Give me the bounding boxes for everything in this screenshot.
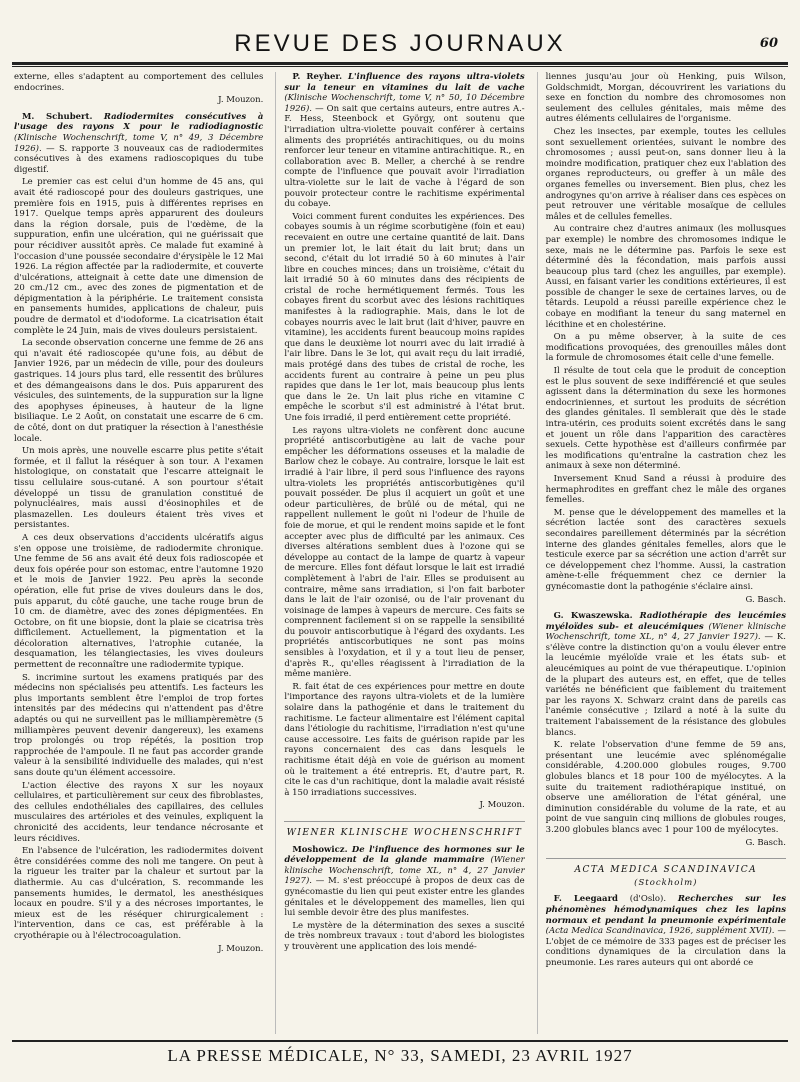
paragraph: Le premier cas est celui d'un homme de 45 ans, qui avait été radioscopé pour des douleurs gastriques, une première fois en 1915, puis à différentes reprises en 1917. Quelque temps après apparurent des douleurs dans la région dorsale, puis de l'œdème, de la suppuration, enfin une ulcération, qui ne guérissait que pour récidiver aussitôt après. Ce malade fut examiné à l'occasion d'une poussée secondaire d'érysipèle le 12 Mai 1926. La région affectée par la radiodermite, et couverte d'ulcérations, atteignait à cette date une dimension de 20 cm./12 cm., avec des zones de pigmentation et de dépigmentation à la périphérie. Le traitement consista en pansements humides, applications de chaleur, puis poudre de dermatol et d'iodoforme. La cicatrisation était complète le 24 Juin, mais de vives douleurs persistaient. bbox=[14, 177, 264, 336]
header-rule-thin bbox=[12, 66, 788, 67]
article-author: Moshowicz. bbox=[292, 844, 348, 855]
article-source: (Wiener klinische Wochenschrift, tome XL, n° 4, 27 Janvier 1927). bbox=[284, 855, 525, 887]
article-author: M. Schubert. bbox=[22, 111, 93, 122]
article-author: P. Reyher. bbox=[292, 72, 343, 82]
article-title: Recherches sur les phénomènes hémodynamiques chez les lapins normaux et pendant la pneumonie expérimentale bbox=[545, 894, 786, 926]
article-title: De l'influence des hormones sur le développement de la glande mammaire bbox=[284, 844, 525, 866]
journal-section-city: (Stockholm) bbox=[634, 877, 698, 888]
paragraph: On a pu même observer, à la suite de ces modifications provoquées, des grenouilles mâles dont la formule de chromosomes était celle d'une femelle. bbox=[545, 332, 786, 364]
signature: G. Basch. bbox=[745, 837, 786, 848]
article-heading bbox=[284, 72, 524, 210]
article-author: F. Leegaard bbox=[553, 894, 618, 905]
paragraph: L'action élective des rayons X sur les noyaux cellulaires, et particulièrement sur ceux des fibroblastes, des cellules endothéliales des capillaires, des cellules musculaires des artérioles et des veinules, expliquent la chronicité des accidents, leur tendance nécrosante et leurs récidives. bbox=[14, 780, 264, 844]
article-lead: — L'objet de ce mémoire de 333 pages est de préciser les conditions dynamiques de la circulation dans la pneumonie. Les rares auteurs qui ont abordé ce bbox=[545, 926, 786, 968]
signature: J. Mouzon. bbox=[479, 800, 525, 811]
article-lead: — K. s'élève contre la distinction qu'on a voulu élever entre la leucémie myéloïde vraie et les états sub- et aleucémiques au point de vue thérapeutique. L'opinion de la plupart des auteurs est, en effet, que de telles variétés ne bénéficient que faiblement du traitement par les rayons X. Schwarz craint dans de pareils cas l'anémie consécutive ; Izilard a noté à la suite du traitement l'abaissement de la résistance des globules blancs. bbox=[545, 632, 786, 738]
paragraph: En l'absence de l'ulcération, les radiodermites doivent être considérées comme des noli me tangere. On peut à la rigueur les traiter par la chaleur et surtout par la diathermie. Au cas d'ulcération, S. recommande les pansements humides, le dermatol, les anesthésiques locaux en poudre. S'il y a des nécroses importantes, le mieux est de les réséquer chirurgicalement : l'intervention, dans ce cas, est préférable à la cryothérapie ou à l'électrocoagulation. bbox=[14, 846, 264, 941]
article-source: (Wiener klinische Wochenschrift, tome XL, n° 4, 27 Janvier 1927). bbox=[545, 621, 786, 643]
article-lead: — M. s'est préoccupé à propos de deux cas de gynécomastie du lien qui peut exister entre les glandes génitales et le développement des mamelles, lien qui lui semble devoir être des plus manifestes. bbox=[284, 876, 525, 919]
article-lead: — S. rapporte 3 nouveaux cas de radiodermites consécutives à des examens radioscopiques du tube digestif. bbox=[14, 143, 264, 175]
paragraph: Chez les insectes, par exemple, toutes les cellules sont sexuellement orientées, suivant le nombre des chromosomes ; aussi peut-on, sans donner lieu à la moindre modification, pratiquer chez eux l'ablation des organes reproducteurs, ou greffer à un mâle des organes femelles ou inversement. Bien plus, chez les androgynes qu'on arrive à réaliser dans ces espèces on peut retrouver une véritable mosaïque de cellules mâles et de cellules femelles. bbox=[545, 126, 786, 222]
paragraph: M. pense que le développement des mamelles et la sécrétion lactée sont des caractères sexuels secondaires pareillement déterminés par la sécrétion interne des glandes génitales femelles, alors que le testicule exerce par sa sécrétion une action d'arrêt sur ce développement chez l'homme. Aussi, la castration amène-t-elle fréquemment chez ce dernier la gynécomastie dont la pathogénie s'éclaire ainsi. bbox=[545, 507, 786, 592]
paragraph: Au contraire chez d'autres animaux (les mollusques par exemple) le nombre des chromosomes indique le sexe, mais ne le détermine pas. Parfois le sexe est déterminé dès la fécondation, mais parfois aussi beaucoup plus tard (chez les anguilles, par exemple). Aussi, en faisant varier les conditions extérieures, il est possible de changer le sexe de certaines larves, ou de têtards. Leupold a réussi pareille expérience chez le cobaye en modifiant la teneur du sang maternel en lécithine et en cholestérine. bbox=[545, 224, 786, 330]
paragraph: Inversement Knud Sand a réussi à produire des hermaphrodites en greffant chez le mâle des organes femelles. bbox=[545, 473, 786, 506]
page-header bbox=[12, 10, 788, 62]
footer-publication-line: LA PRESSE MÉDICALE, N° 33, SAMEDI, 23 AVRIL 1927 bbox=[167, 1046, 633, 1065]
paragraph: R. fait état de ces expériences pour mettre en doute l'importance des rayons ultra-violets et de la lumière solaire dans la pathogénie et dans le traitement du rachitisme. Le facteur alimentaire est l'élément capital dans l'étiologie du rachitisme, l'irradiation n'est qu'une cause accessoire. Les faits de guérison rapide par les rayons concernaient des cas dans lesquels le rachitisme était déjà en voie de guérison au moment où le traitement a été entrepris. Et, d'autre part, R. cite le cas d'un rachitique, dont la maladie avait résisté à 150 irradiations successives. bbox=[284, 681, 525, 798]
article-title: Radiothérapie des leucémies myéloïdes sub- et aleucémiques bbox=[545, 611, 786, 632]
paragraph: Le mystère de la détermination des sexes a suscité de très nombreux travaux : tout d'abord les biologistes y trouvèrent une application des lois mendé- bbox=[284, 920, 525, 952]
header-rule bbox=[12, 62, 788, 65]
paragraph: K. relate l'observation d'une femme de 59 ans, présentant une leucémie avec splénomégalie considérable, 4.200.000 globules rouges, 9.700 globules blancs et 18 pour 100 de myélocytes. A la suite du traitement radiothérapique institué, on observe une amélioration de l'état général, une diminution considérable du volume de la rate, et au point de vue sanguin cinq millions de globules rouges, 3.200 globules blancs avec 1 pour 100 de myélocytes. bbox=[545, 740, 786, 835]
journal-section-heading: WIENER KLINISCHE WOCHENSCHRIFT bbox=[284, 821, 524, 839]
article-heading bbox=[546, 894, 786, 968]
article-title: Radiodermites consécutives à l'usage des rayons X pour le radiodiagnostic bbox=[14, 111, 264, 133]
paragraph: Voici comment furent conduites les expériences. Des cobayes soumis à un régime scorbutigène (foin et eau) recevaient en outre une certaine quantité de lait. Dans un premier lot, le lait était du lait brut; dans un second, c'était du lot irradié 50 à 60 minutes à l'air libre en couches minces; dans un troisième, c'était du lait irradié 50 à 60 minutes dans des récipients de cristal de roche hermétiquement fermés. Tous les cobayes firent du scorbut avec des lésions rachitiques manifestes à la radiographie. Mais, dans le lot de cobayes nourris avec le lait brut (lait d'hiver, pauvre en vitamine), les accidents furent beaucoup moins rapides que dans le deuxième lot nourri avec du lait irradié à l'air libre. Dans le 3e lot, qui avait reçu du lait irradié, mais protégé dans des tubes de cristal de roche, les accidents furent au contraire à peine un peu plus rapides que dans le 1er lot, mais beaucoup plus lents que dans le 2e. Un lait plus riche en vitamine C empêche le scorbut s'il est administré à l'état brut. Une fois irradié, il perd entièrement cette propriété. bbox=[284, 211, 525, 423]
article-author: G. Kwaszewska. bbox=[553, 611, 633, 622]
article-source: (Acta Medica Scandinavica, 1926, supplément XVII). bbox=[545, 926, 775, 937]
paragraph: A ces deux observations d'accidents ulcératifs aigus s'en oppose une troisième, de radiodermite chronique. Une femme de 56 ans avait été deux fois radioscopée et deux fois opérée pour son estomac, entre l'automne 1920 et le mois de Janvier 1922. Peu après la seconde opération, elle fut prise de vives douleurs dans le dos, puis apparut, du côté gauche, une tache rouge brun de 10 cm. de diamètre, avec des zones dépigmentées. En Octobre, on fit une biopsie, dont la plaie se cicatrisa très difficilement. Actuellement, la pigmentation et la décoloration alternatives, l'atrophie cutanée, la desquamation, les télangiectasies, les vives douleurs permettent de reconnaître une radiodermite typique. bbox=[14, 532, 264, 671]
article-heading bbox=[14, 112, 263, 176]
paragraph: La seconde observation concerne une femme de 26 ans qui n'avait été radioscopée qu'une fois, au début de Janvier 1926, par un médecin de ville, pour des douleurs gastriques. 14 jours plus tard, elle ressentit des brûlures et des démangeaisons dans le dos. Puis apparurent des vésicules, des suintements, de la suppuration sur la ligne des apophyses épineuses, à hauteur de la ligne bisiliaque. Le 2 Août, on constatait une escarre de 6 cm. de côté, dont on dut pratiquer la résection à l'anesthésie locale. bbox=[14, 338, 264, 444]
article-columns bbox=[14, 72, 786, 1034]
paragraph: Il résulte de tout cela que le produit de conception est le plus souvent de sexe indifférencié et que seules agissent dans la détermination du sexe les hormones endocriniennes, et surtout les produits de sécrétion des glandes génitales. Il semblerait que dès le stade intra-utérin, ces produits soient excrétés dans le sang et jouent un rôle dans l'apparition des caractères sexuels. Cette hypothèse est d'ailleurs confirmée par les modifications qu'entraîne la castration chez les animaux à sexe non déterminé. bbox=[545, 366, 786, 472]
page-number: 60 bbox=[759, 36, 778, 51]
signature: J. Mouzon. bbox=[218, 95, 264, 106]
column-middle bbox=[275, 72, 524, 1034]
article-author-origin: (d'Oslo). bbox=[629, 894, 667, 905]
signature: G. Basch. bbox=[745, 594, 786, 605]
page-footer bbox=[12, 1040, 788, 1070]
article-heading bbox=[546, 611, 786, 738]
article-lead: — On sait que certains auteurs, entre autres A.-F. Hess, Steenbock et György, ont soutenu que l'irradiation ultra-violette pouvait conférer à certains aliments des propriétés antirachitiques, ou du moins renforcer leur teneur en vitamine antirachitique. R., en collaboration avec B. Meller, a cherché à se rendre compte de l'influence que pouvait avoir l'irradiation ultra-violette sur le lait de vache à l'égard de son pouvoir protecteur contre le rachitisme expérimental du cobaye. bbox=[284, 103, 525, 210]
paragraph: liennes jusqu'au jour où Henking, puis Wilson, Goldschmidt, Morgan, découvrirent les variations du sexe en fonction du nombre des chromosomes non seulement des cellules génitales, mais même des autres éléments cellulaires de l'organisme. bbox=[545, 72, 786, 125]
journal-section-name: ACTA MEDICA SCANDINAVICA bbox=[574, 865, 758, 876]
column-left bbox=[14, 72, 263, 1034]
journal-section-heading bbox=[546, 858, 786, 888]
signature: J. Mouzon. bbox=[218, 943, 264, 954]
article-title: L'influence des rayons ultra-violets sur la teneur en vitamines du lait de vache bbox=[284, 72, 525, 93]
paragraph: Un mois après, une nouvelle escarre plus petite s'était formée, et il fallut la réséquer à son tour. A l'examen histologique, on constatait que l'escarre atteignait le tissu cellulaire sous-cutané. A son pourtour s'était développé un tissu de granulation constitué de polynucléaires, mais aussi d'éosinophiles et de plasmazellen. Les douleurs étaient très vives et persistantes. bbox=[14, 446, 264, 531]
journal-section-title: REVUE DES JOURNAUX bbox=[234, 30, 566, 57]
article-heading bbox=[284, 845, 524, 919]
paragraph: S. incrimine surtout les examens pratiqués par des médecins non spécialisés peu attentifs. Les facteurs les plus importants semblent être l'emploi de trop fortes intensités par des médecins qui n'attendent pas d'être adaptés ou qui ne surveillent pas le milliampèremètre (5 milliampères peuvent devenir dangereux), les examens trop prolongés ou trop répétés, la position trop rapprochée de l'ampoule. Il ne faut pas accorder grande valeur à la sensibilité individuelle des malades, qui n'est sans doute qu'un élément accessoire. bbox=[14, 672, 264, 778]
article-source: (Klinische Wochenschrift, tome V, n° 50, 10 Décembre 1926). bbox=[284, 93, 525, 114]
column-right bbox=[537, 72, 786, 1034]
article-source: (Klinische Wochenschrift, tome V, n° 49, 3 Décembre 1926). bbox=[14, 132, 264, 154]
paragraph: externe, elles s'adaptent au comportement des cellules endocrines. bbox=[14, 72, 264, 93]
paragraph: Les rayons ultra-violets ne confèrent donc aucune propriété antiscorbutigène au lait de vache pour empêcher les déformations osseuses et la maladie de Barlow chez le cobaye. Au contraire, lorsque le lait est irradié à l'air libre, il perd sous l'influence des rayons ultra-violets les propriétés antiscorbutigènes qu'il pouvait posséder. De plus il acquiert un goût et une odeur particulières, de brûlé ou de métal, qui ne rappellent nullement le goût ni l'odeur de l'huile de foie de morue, et qui le rendent moins sapide et le font accepter avec plus de difficulté par les animaux. Ces diverses altérations semblent dues à l'ozone qui se développe au contact de la lampe de quartz à vapeur de mercure. Elles font défaut lorsque le lait est irradié complètement à l'abri de l'air. Elles se produisent au contraire, même sans irradiation, si l'on fait barboter dans le lait de l'air ozonisé, ou de l'air provenant du voisinage de lampes à vapeurs de mercure. Ces faits se comprennent facilement si on se rappelle la sensibilité du pouvoir antiscorbutique à l'égard des oxydants. Les propriétés antiscorbutiques ne sont pas moins sensibles à l'oxydation, et il y a tout lieu de penser, d'après R., qu'elles réagissent à l'irradiation de la même manière. bbox=[284, 425, 525, 680]
